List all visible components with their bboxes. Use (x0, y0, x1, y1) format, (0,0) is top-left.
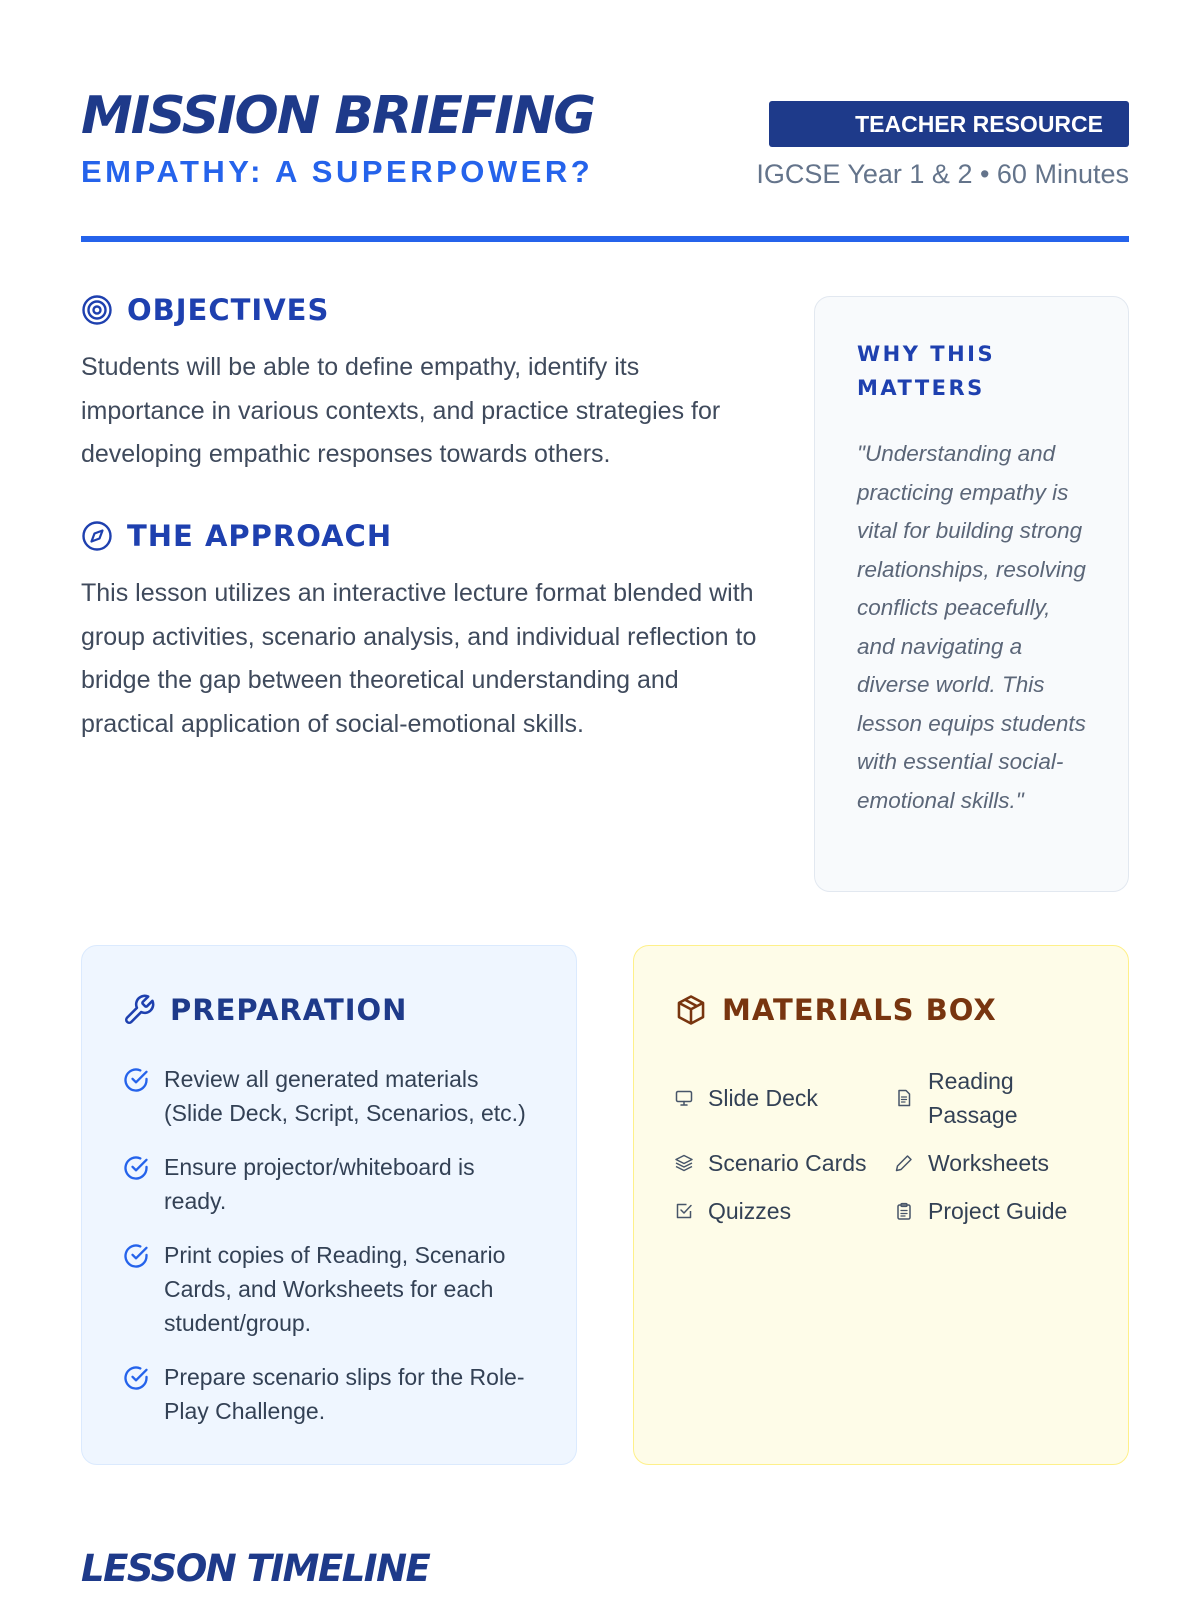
objectives-text: Students will be able to define empathy, identify its importance in various contexts, and practice strategies for developing empathic responses towards others. (81, 353, 721, 468)
why-this-matters-box (814, 296, 1129, 892)
list-item (122, 1360, 536, 1428)
clipboard-icon (894, 1201, 914, 1221)
materials-title: MATERIALS BOX (722, 993, 997, 1027)
why-title: WHY THIS MATTERS (857, 342, 996, 400)
lesson-timeline-title: LESSON TIMELINE (81, 1547, 430, 1590)
list-item (122, 1150, 536, 1218)
preparation-item-text: Ensure projector/whiteboard is ready. (164, 1154, 475, 1214)
monitor-icon (674, 1088, 694, 1108)
box-icon (674, 993, 708, 1027)
material-label: Slide Deck (708, 1085, 818, 1111)
material-item (894, 1064, 1094, 1132)
page-subtitle: EMPATHY: A SUPERPOWER? (81, 154, 594, 189)
preparation-item-text: Review all generated materials (Slide Deck, Script, Scenarios, etc.) (164, 1066, 526, 1126)
preparation-item-text: Print copies of Reading, Scenario Cards, and Worksheets for each student/group. (164, 1242, 506, 1336)
teacher-resource-badge: TEACHER RESOURCE (769, 101, 1129, 147)
preparation-card (81, 945, 577, 1465)
materials-heading (674, 990, 1088, 1030)
course-meta: IGCSE Year 1 & 2 • 60 Minutes (756, 159, 1129, 189)
wrench-icon (122, 993, 156, 1027)
materials-card (633, 945, 1129, 1465)
check-circle-icon (122, 1066, 150, 1094)
check-circle-icon (122, 1154, 150, 1182)
why-quote: "Understanding and practicing empathy is vital for building strong relationships, resolving conflicts peacefully, and navigating a diverse world. This lesson equips students with essential social-emotional skills." (857, 441, 1086, 813)
list-item (122, 1062, 536, 1130)
material-item (894, 1146, 1094, 1180)
material-label: Quizzes (708, 1198, 792, 1224)
approach-text: This lesson utilizes an interactive lecture format blended with group activities, scenario analysis, and individual reflection to bridge the gap between theoretical understanding and practical application of social-emotional skills. (81, 579, 757, 738)
compass-icon (81, 520, 113, 552)
pencil-icon (894, 1153, 914, 1173)
material-item (674, 1064, 894, 1132)
check-circle-icon (122, 1242, 150, 1270)
target-icon (81, 294, 113, 326)
lesson-plan-page (81, 0, 1129, 1600)
document-icon (894, 1088, 914, 1108)
list-item (122, 1238, 536, 1340)
material-item (894, 1194, 1094, 1228)
preparation-item-text: Prepare scenario slips for the Role-Play Challenge. (164, 1364, 525, 1424)
header (81, 86, 1129, 240)
check-circle-icon (122, 1364, 150, 1392)
preparation-title: PREPARATION (170, 993, 408, 1027)
material-item (674, 1194, 894, 1228)
material-label: Scenario Cards (708, 1150, 867, 1176)
layers-icon (674, 1153, 694, 1173)
header-divider (81, 236, 1129, 242)
objectives-title: OBJECTIVES (127, 293, 330, 327)
preparation-list (122, 1062, 536, 1428)
approach-title: THE APPROACH (127, 519, 393, 553)
material-label: Reading Passage (928, 1068, 1018, 1128)
approach-heading (81, 518, 392, 554)
materials-grid (674, 1064, 1088, 1228)
material-label: Project Guide (928, 1198, 1068, 1224)
page-title: MISSION BRIEFING (81, 86, 594, 146)
material-label: Worksheets (928, 1150, 1050, 1176)
objectives-heading (81, 292, 329, 328)
check-square-icon (674, 1201, 694, 1221)
material-item (674, 1146, 894, 1180)
preparation-heading (122, 990, 536, 1030)
